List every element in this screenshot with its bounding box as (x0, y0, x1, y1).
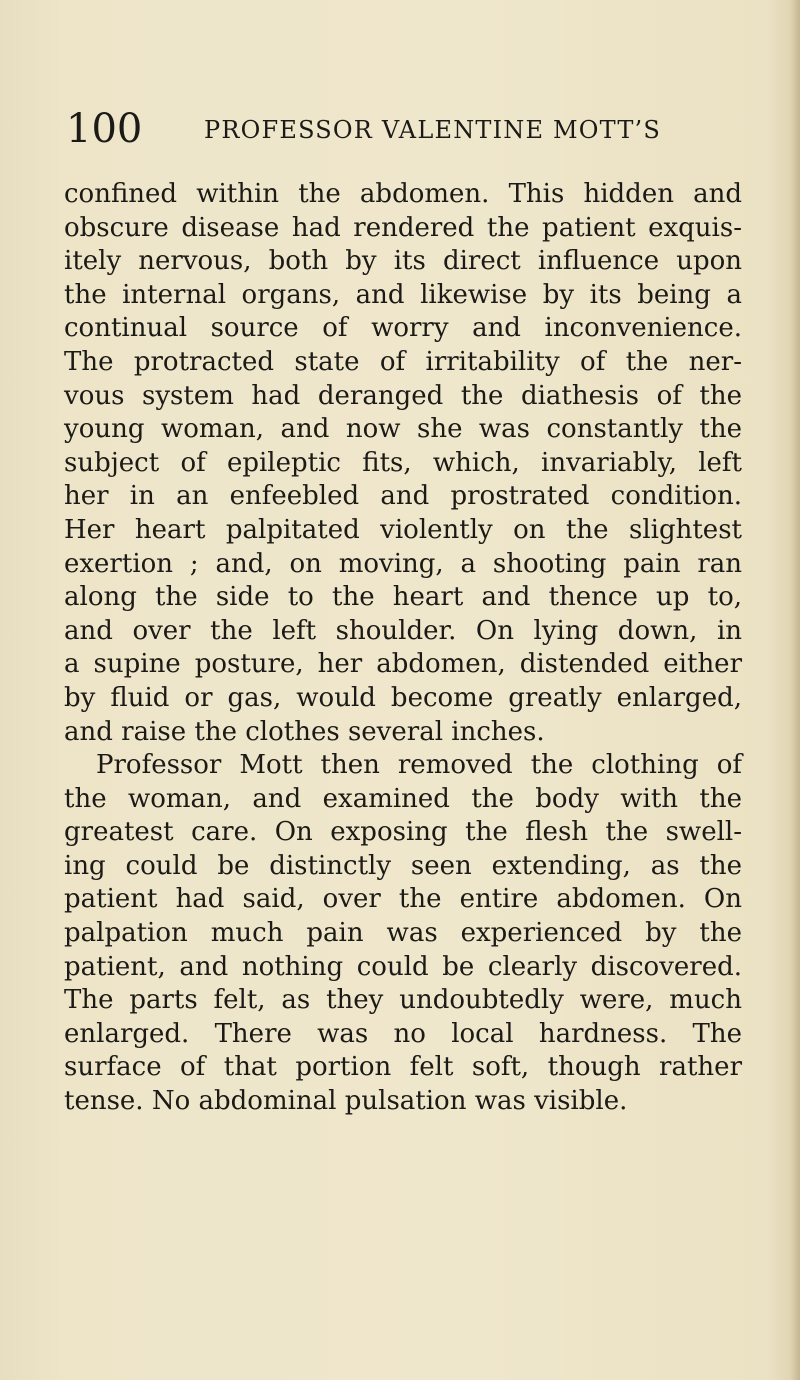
text-line: surface of that portion felt soft, though rather (64, 1052, 742, 1083)
page-number: 100 (66, 106, 143, 152)
paragraph-1 (64, 178, 742, 749)
text-line: The protracted state of irritability of the ner- (64, 346, 742, 377)
text-line: itely nervous, both by its direct influence upon (64, 246, 742, 277)
text-line: tense. No abdominal pulsation was visible. (64, 1086, 628, 1117)
body-text (64, 178, 742, 1119)
text-line: the internal organs, and likewise by its being a (64, 279, 742, 310)
running-head: PROFESSOR VALENTINE MOTT’S (204, 116, 662, 144)
text-line: a supine posture, her abdomen, distended either (64, 649, 742, 680)
text-line: by fluid or gas, would become greatly enlarged, (64, 682, 742, 713)
text-line: vous system had deranged the diathesis of the (64, 380, 742, 411)
text-line: palpation much pain was experienced by the (64, 918, 742, 949)
text-line: subject of epileptic fits, which, invariably, left (64, 447, 742, 478)
text-line: Professor Mott then removed the clothing of (96, 750, 742, 781)
text-line: patient, and nothing could be clearly discovered. (64, 951, 742, 982)
page-header (66, 104, 746, 154)
text-line: Her heart palpitated violently on the slightest (64, 514, 742, 545)
text-line: The parts felt, as they undoubtedly were, much (64, 985, 742, 1016)
text-line: the woman, and examined the body with the (64, 783, 742, 814)
text-line: greatest care. On exposing the flesh the swell- (64, 817, 742, 848)
text-line: enlarged. There was no local hardness. The (64, 1018, 742, 1049)
paragraph-2 (64, 749, 742, 1119)
text-line: and over the left shoulder. On lying down, in (64, 615, 742, 646)
text-line: continual source of worry and inconvenience. (64, 313, 742, 344)
text-line: ing could be distinctly seen extending, as the (64, 850, 742, 881)
text-line: young woman, and now she was constantly the (64, 414, 742, 445)
text-line: patient had said, over the entire abdomen. On (64, 884, 742, 915)
page-edge-shadow (790, 0, 800, 1380)
text-line: her in an enfeebled and prostrated condition. (64, 481, 742, 512)
text-line: along the side to the heart and thence up to, (64, 582, 742, 613)
text-line: obscure disease had rendered the patient exquis- (64, 212, 742, 243)
text-line: and raise the clothes several inches. (64, 716, 545, 747)
text-line: exertion ; and, on moving, a shooting pain ran (64, 548, 742, 579)
text-line: confined within the abdomen. This hidden and (64, 179, 742, 209)
